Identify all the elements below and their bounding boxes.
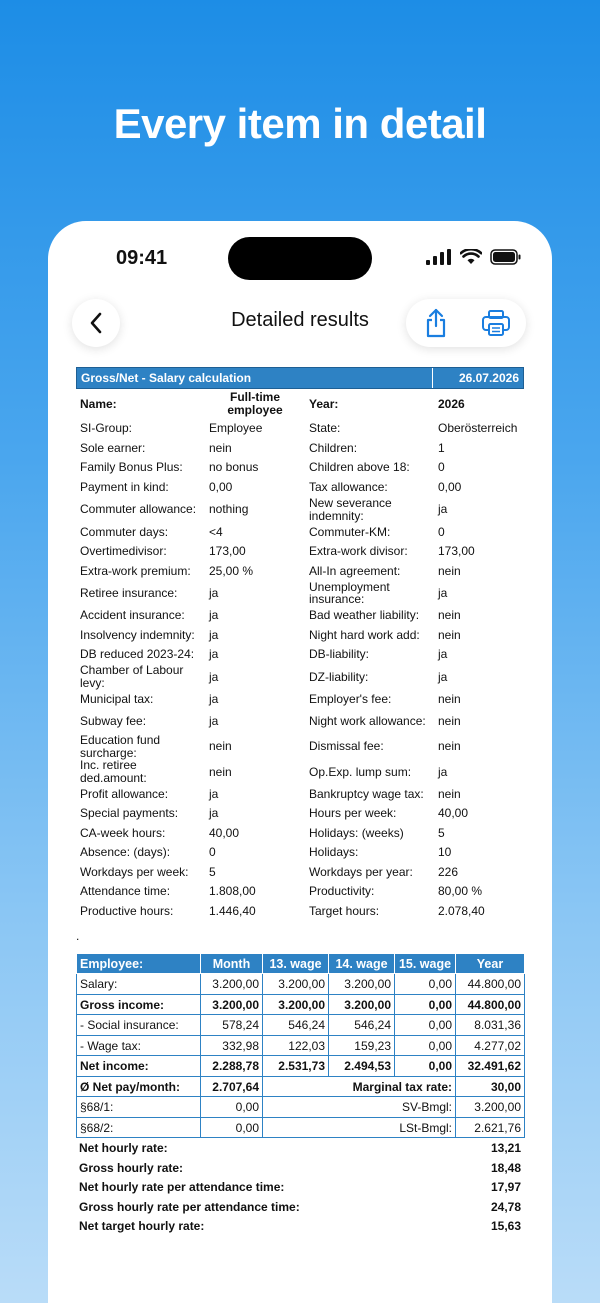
row-label: Salary:	[77, 974, 201, 995]
column-header: Month	[201, 953, 263, 974]
rate-label: Net target hourly rate:	[79, 1219, 205, 1234]
info-value: Employee	[209, 421, 263, 436]
info-value: 173,00	[438, 544, 475, 559]
info-value: Full-time employee	[227, 390, 283, 417]
info-label: Accident insurance:	[80, 608, 185, 623]
info-value: nein	[209, 764, 232, 779]
rate-label: Gross hourly rate per attendance time:	[79, 1199, 300, 1214]
table-row	[77, 1056, 525, 1077]
rate-label: Net hourly rate:	[79, 1141, 168, 1156]
rate-value: 13,21	[490, 1141, 521, 1156]
info-label: Dismissal fee:	[309, 739, 384, 754]
cell-value: 578,24	[201, 1015, 263, 1036]
table-row	[77, 1035, 525, 1056]
cell-value: 0,00	[395, 994, 456, 1015]
info-label: Night work allowance:	[309, 714, 426, 729]
info-row	[76, 664, 524, 689]
info-row	[76, 759, 524, 784]
info-value: nein	[438, 563, 461, 578]
info-value: 80,00 %	[438, 884, 483, 899]
info-label: Hours per week:	[309, 806, 397, 821]
cell-value: 4.277,02	[456, 1035, 525, 1056]
status-time: 09:41	[116, 247, 168, 269]
info-value: nein	[438, 692, 461, 707]
cell-value: 0,00	[201, 1097, 263, 1118]
cell-value: 332,98	[201, 1035, 263, 1056]
column-header: 15. wage	[395, 953, 456, 974]
cell-value: 2.494,53	[329, 1056, 395, 1077]
row-label: LSt-Bmgl:	[263, 1117, 456, 1138]
info-label: Bankruptcy wage tax:	[309, 786, 424, 801]
cellular-signal-icon	[426, 249, 452, 265]
info-label: Special payments:	[80, 806, 179, 821]
info-row	[76, 645, 524, 665]
summary-row	[77, 1097, 525, 1118]
info-row	[76, 690, 524, 710]
info-label: Profit allowance:	[80, 786, 169, 801]
row-label: - Social insurance:	[77, 1015, 201, 1036]
info-value: 2.078,40	[438, 903, 485, 918]
info-value: 2026	[438, 396, 465, 411]
rate-label: Gross hourly rate:	[79, 1160, 184, 1175]
info-value: ja	[209, 786, 219, 801]
printer-icon	[481, 309, 511, 337]
info-label: Employer's fee:	[309, 692, 392, 707]
info-row	[76, 389, 524, 419]
row-label: Ø Net pay/month:	[77, 1076, 201, 1097]
share-button[interactable]	[416, 303, 456, 343]
info-label: New severance indemnity:	[309, 496, 392, 523]
info-label: Productivity:	[309, 884, 375, 899]
summary-row	[77, 1117, 525, 1138]
print-button[interactable]	[476, 303, 516, 343]
info-row	[76, 497, 524, 522]
info-value: ja	[209, 608, 219, 623]
cell-value: 44.800,00	[456, 974, 525, 995]
info-row	[76, 458, 524, 478]
info-label: Extra-work divisor:	[309, 544, 408, 559]
info-label: Family Bonus Plus:	[80, 460, 183, 475]
info-label: Attendance time:	[80, 884, 171, 899]
info-label: Commuter-KM:	[309, 524, 391, 539]
info-value: ja	[209, 647, 219, 662]
info-label: State:	[309, 421, 341, 436]
info-label: DB-liability:	[309, 647, 370, 662]
separator-dot: .	[76, 928, 80, 943]
info-label: Productive hours:	[80, 903, 174, 918]
column-header: Employee:	[77, 953, 201, 974]
cell-value: 3.200,00	[263, 994, 329, 1015]
cell-value: 122,03	[263, 1035, 329, 1056]
dynamic-island	[228, 237, 372, 280]
info-label: Year:	[309, 396, 339, 411]
info-label: Name:	[80, 396, 117, 411]
rate-row	[76, 1158, 524, 1178]
column-header: Year	[456, 953, 525, 974]
navigation-bar	[48, 297, 552, 353]
cell-value: 3.200,00	[329, 994, 395, 1015]
info-value: ja	[438, 585, 448, 600]
cell-value: 159,23	[329, 1035, 395, 1056]
table-row	[77, 1015, 525, 1036]
info-row	[76, 478, 524, 498]
info-label: DZ-liability:	[309, 669, 369, 684]
info-value: 5	[438, 825, 445, 840]
info-label: Insolvency indemnity:	[80, 627, 195, 642]
info-label: Holidays: (weeks)	[309, 825, 404, 840]
info-value: 0	[438, 460, 445, 475]
info-value: 0,00	[209, 479, 233, 494]
info-row	[76, 522, 524, 542]
action-buttons	[406, 299, 526, 347]
info-label: Op.Exp. lump sum:	[309, 764, 412, 779]
rate-row	[76, 1216, 524, 1236]
info-value: ja	[209, 714, 219, 729]
cell-value: 2.288,78	[201, 1056, 263, 1077]
info-label: Bad weather liability:	[309, 608, 420, 623]
info-label: SI-Group:	[80, 421, 133, 436]
info-label: Children:	[309, 440, 358, 455]
table-row	[77, 994, 525, 1015]
info-row	[76, 901, 524, 921]
cell-value: 3.200,00	[456, 1097, 525, 1118]
info-value: ja	[438, 764, 448, 779]
info-value: nein	[438, 714, 461, 729]
info-value: ja	[438, 647, 448, 662]
info-value: ja	[438, 669, 448, 684]
info-row	[76, 709, 524, 734]
info-label: Payment in kind:	[80, 479, 169, 494]
row-label: - Wage tax:	[77, 1035, 201, 1056]
info-label: Subway fee:	[80, 714, 147, 729]
column-header: 14. wage	[329, 953, 395, 974]
report-document	[76, 367, 524, 1236]
info-row	[76, 606, 524, 626]
info-value: nothing	[209, 502, 249, 517]
info-label: Commuter days:	[80, 524, 169, 539]
rate-label: Net hourly rate per attendance time:	[79, 1180, 285, 1195]
row-label: Net income:	[77, 1056, 201, 1077]
info-value: 173,00	[209, 544, 246, 559]
info-value: ja	[209, 585, 219, 600]
info-value: ja	[209, 806, 219, 821]
cell-value: 0,00	[395, 1015, 456, 1036]
info-value: 226	[438, 864, 459, 879]
rate-value: 24,78	[490, 1199, 521, 1214]
info-label: Inc. retiree ded.amount:	[80, 758, 147, 785]
cell-value: 0,00	[395, 974, 456, 995]
info-label: Workdays per week:	[80, 864, 189, 879]
info-row	[76, 882, 524, 902]
info-label: Target hours:	[309, 903, 380, 918]
employee-table	[76, 953, 525, 1139]
info-label: DB reduced 2023-24:	[80, 647, 195, 662]
rate-row	[76, 1138, 524, 1158]
info-value: 40,00	[438, 806, 469, 821]
info-value: Oberösterreich	[438, 421, 518, 436]
info-row	[76, 439, 524, 459]
rate-value: 17,97	[490, 1180, 521, 1195]
share-icon	[424, 308, 448, 338]
info-row	[76, 862, 524, 882]
info-value: nein	[438, 627, 461, 642]
info-value: nein	[438, 786, 461, 801]
rate-row	[76, 1177, 524, 1197]
row-label: SV-Bmgl:	[263, 1097, 456, 1118]
table-row	[77, 974, 525, 995]
rate-row	[76, 1197, 524, 1217]
info-value: ja	[209, 669, 219, 684]
info-label: Tax allowance:	[309, 479, 388, 494]
column-header: 13. wage	[263, 953, 329, 974]
headline: Every item in detail	[113, 100, 487, 147]
info-row	[76, 823, 524, 843]
info-value: nein	[438, 608, 461, 623]
cell-value: 2.621,76	[456, 1117, 525, 1138]
info-row	[76, 542, 524, 562]
info-label: Sole earner:	[80, 440, 146, 455]
report-title: Gross/Net - Salary calculation	[77, 368, 433, 388]
info-value: ja	[209, 627, 219, 642]
info-row	[76, 561, 524, 581]
info-label: Retiree insurance:	[80, 585, 178, 600]
report-header	[76, 367, 524, 389]
info-label: Holidays:	[309, 845, 359, 860]
employee-table-header	[77, 953, 525, 974]
info-value: 0,00	[438, 479, 462, 494]
row-label: §68/1:	[77, 1097, 201, 1118]
info-row	[76, 734, 524, 759]
row-label: Marginal tax rate:	[263, 1076, 456, 1097]
cell-value: 3.200,00	[263, 974, 329, 995]
info-label: Extra-work premium:	[80, 563, 191, 578]
cell-value: 0,00	[395, 1035, 456, 1056]
info-label: Unemployment insurance:	[309, 579, 390, 607]
cell-value: 3.200,00	[201, 974, 263, 995]
info-row	[76, 625, 524, 645]
status-icons	[426, 249, 522, 265]
page-title: Detailed results	[231, 309, 369, 331]
info-value: nein	[209, 739, 232, 754]
cell-value: 2.531,73	[263, 1056, 329, 1077]
info-value: 0	[438, 524, 445, 539]
summary-row	[77, 1076, 525, 1097]
info-label: Children above 18:	[309, 460, 410, 475]
report-date: 26.07.2026	[458, 371, 519, 385]
info-value: <4	[209, 524, 223, 539]
info-label: Workdays per year:	[309, 864, 413, 879]
rates-table	[76, 1138, 524, 1236]
cell-value: 30,00	[456, 1076, 525, 1097]
info-label: Absence: (days):	[80, 845, 171, 860]
row-label: §68/2:	[77, 1117, 201, 1138]
info-label: Night hard work add:	[309, 627, 420, 642]
info-table	[76, 389, 524, 921]
info-row	[76, 843, 524, 863]
info-label: Commuter allowance:	[80, 502, 197, 517]
rate-value: 15,63	[490, 1219, 521, 1234]
info-value: ja	[209, 692, 219, 707]
rate-value: 18,48	[490, 1160, 521, 1175]
info-value: nein	[438, 739, 461, 754]
wifi-icon	[460, 249, 482, 265]
cell-value: 3.200,00	[201, 994, 263, 1015]
info-value: nein	[209, 440, 232, 455]
info-row	[76, 581, 524, 606]
cell-value: 546,24	[263, 1015, 329, 1036]
info-row	[76, 419, 524, 439]
info-value: ja	[438, 502, 448, 517]
info-value: 5	[209, 864, 216, 879]
info-value: 40,00	[209, 825, 240, 840]
info-value: no bonus	[209, 460, 259, 475]
info-row	[76, 784, 524, 804]
info-value: 25,00 %	[209, 563, 254, 578]
cell-value: 8.031,36	[456, 1015, 525, 1036]
cell-value: 2.707,64	[201, 1076, 263, 1097]
cell-value: 0,00	[395, 1056, 456, 1077]
info-value: 1	[438, 440, 445, 455]
phone-screen	[48, 221, 552, 1303]
info-label: Chamber of Labour levy:	[80, 663, 184, 690]
info-value: 1.808,00	[209, 884, 256, 899]
cell-value: 44.800,00	[456, 994, 525, 1015]
info-label: CA-week hours:	[80, 825, 166, 840]
info-label: Overtimedivisor:	[80, 544, 167, 559]
battery-icon	[490, 249, 522, 265]
info-value: 10	[438, 845, 452, 860]
info-label: Municipal tax:	[80, 692, 154, 707]
cell-value: 3.200,00	[329, 974, 395, 995]
info-label: Education fund surcharge:	[80, 733, 161, 760]
cell-value: 0,00	[201, 1117, 263, 1138]
info-label: All-In agreement:	[309, 563, 401, 578]
row-label: Gross income:	[77, 994, 201, 1015]
info-value: 0	[209, 845, 216, 860]
info-value: 1.446,40	[209, 903, 256, 918]
cell-value: 546,24	[329, 1015, 395, 1036]
cell-value: 32.491,62	[456, 1056, 525, 1077]
info-row	[76, 804, 524, 824]
